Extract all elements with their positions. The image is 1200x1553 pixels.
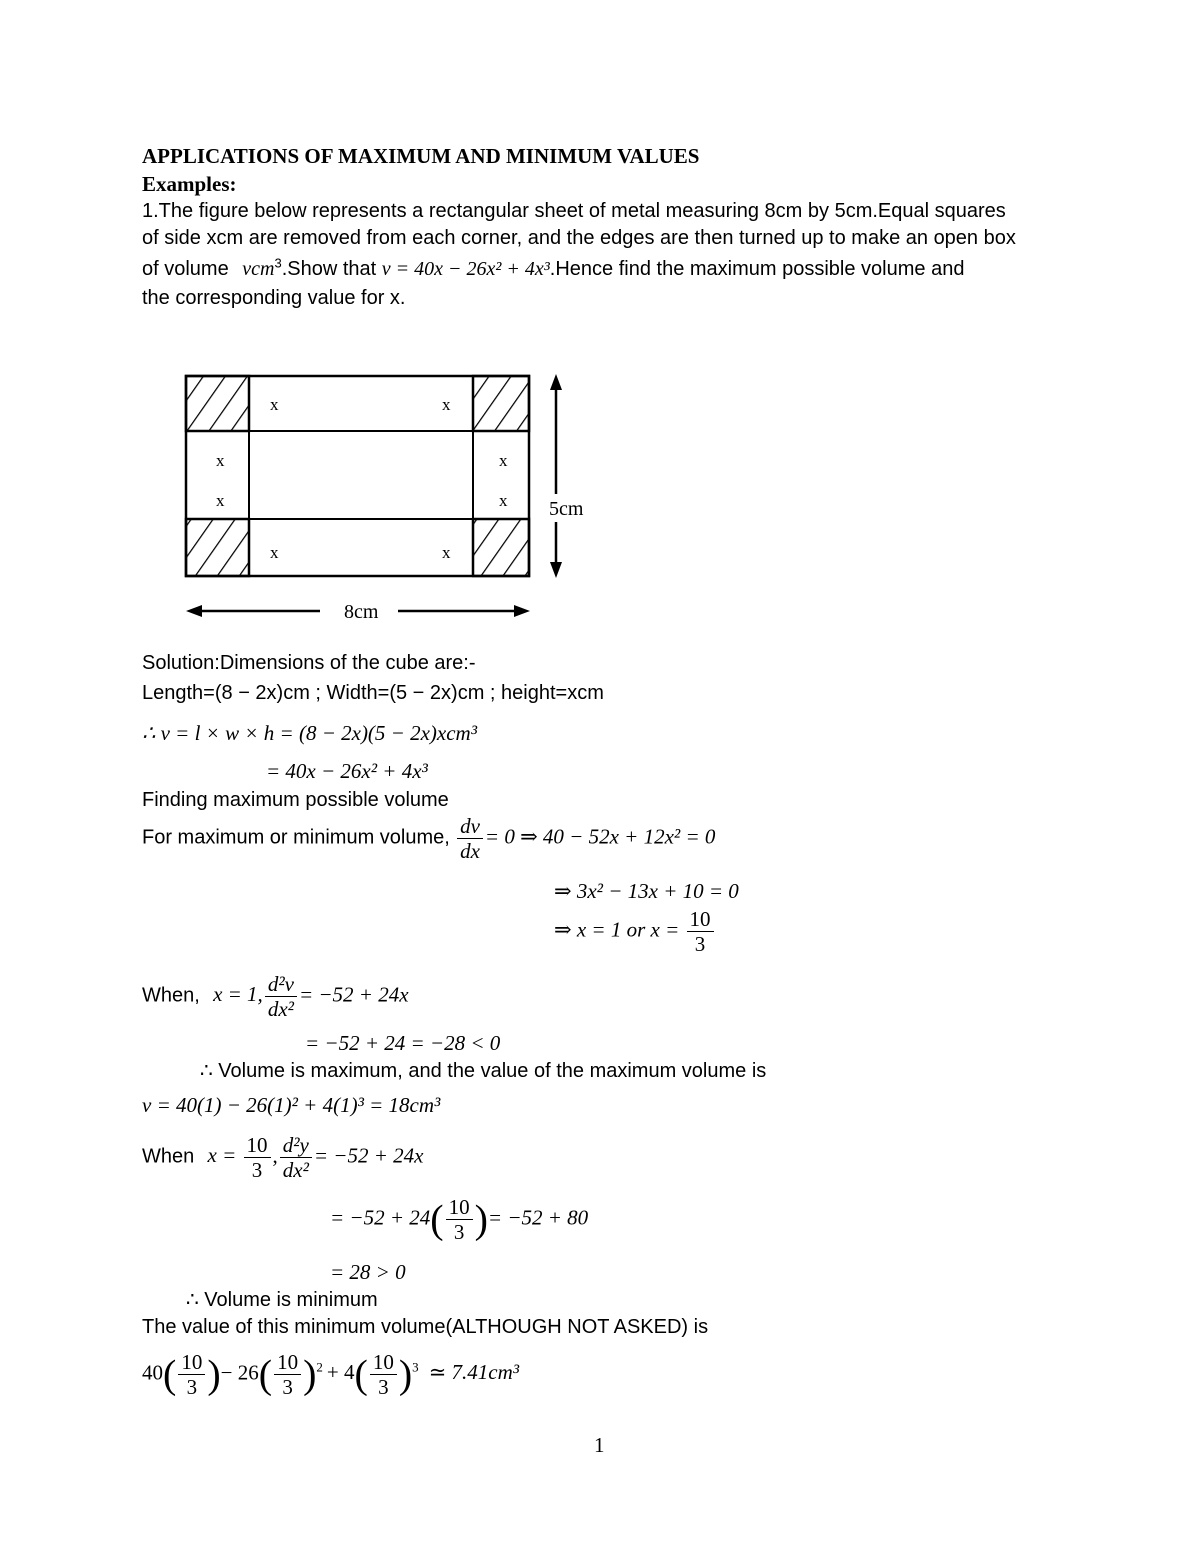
corner-square-top-right: [473, 376, 529, 431]
volume-max-calc: v = 40(1) − 26(1)² + 4(1)³ = 18cm³: [142, 1093, 441, 1117]
problem-line-3: of volume vcm$^3$.Show that v = 40x − 26x² + 4x³.Hence find the maximum possible volume and: [142, 255, 965, 280]
volume-unit: vcm: [242, 258, 275, 280]
second-derivative-2a: = −52 + 24: [330, 1205, 431, 1230]
x-label: x: [499, 451, 508, 470]
exponent-2: 2: [316, 1359, 323, 1375]
ten-thirds-fraction: $\frac{10}{3}$: [178, 1350, 205, 1399]
when-x1-line: [142, 972, 409, 1021]
ten-thirds-fraction: $\frac{10}{3}$: [244, 1133, 271, 1182]
roots-text: ⇒ x = 1 or x =: [554, 917, 680, 942]
finding-max-heading: Finding maximum possible volume: [142, 789, 449, 811]
second-derivative-1-value: = −52 + 24 = −28 < 0: [305, 1031, 501, 1055]
sheet-figure: [170, 360, 620, 630]
quadratic-equation: ⇒ 3x² − 13x + 10 = 0: [554, 879, 739, 903]
min-value-text: The value of this minimum volume(ALTHOUGH NOT ASKED) is: [142, 1316, 709, 1338]
arrow-down-icon: [550, 562, 562, 578]
d2v-dx2-fraction: $\frac{\text{d²v}}{\text{dx²}}$: [265, 972, 297, 1021]
coef-40: 40: [142, 1360, 163, 1385]
volume-max-text: ∴ Volume is maximum, and the value of the maximum volume is: [200, 1060, 767, 1082]
volume-min-text: ∴ Volume is minimum: [186, 1289, 378, 1311]
solution-intro: Solution:Dimensions of the cube are:-: [142, 652, 476, 674]
dv-dx-fraction: $\frac{dv}{dx}$: [457, 814, 483, 863]
second-derivative-1: = −52 + 24x: [298, 982, 409, 1007]
derivative-line: [142, 814, 715, 863]
ten-thirds-fraction: $\frac{10}{3}$: [446, 1195, 473, 1244]
d2y-dx2-fraction: $\frac{\text{d²y}}{\text{dx²}}$: [280, 1133, 312, 1182]
x-label: x: [270, 543, 279, 562]
coef-plus-4: + 4: [326, 1360, 355, 1385]
x-label: x: [499, 491, 508, 510]
ten-thirds-fraction: $\frac{10}{3}$: [274, 1350, 301, 1399]
coef-minus-26: − 26: [220, 1360, 259, 1385]
problem-line-1: 1.The figure below represents a rectangular sheet of metal measuring 8cm by 5cm.Equal squares: [142, 200, 1006, 222]
when-label: When,: [142, 984, 200, 1007]
arrow-up-icon: [550, 374, 562, 390]
corner-square-top-left: [186, 376, 249, 431]
when-x10-3-line: When x = $\frac{10}{3}$ , $\frac{\text{d²y}}{\text{dx²}}$ = −52 + 24x: [142, 1133, 424, 1182]
volume-expanded: = 40x − 26x² + 4x³: [266, 759, 428, 783]
x-label: x: [442, 395, 451, 414]
x-label: x: [270, 395, 279, 414]
page-number: 1: [594, 1433, 605, 1457]
arrow-left-icon: [186, 605, 202, 617]
corner-square-bottom-left: [186, 519, 249, 576]
problem-line-3b: .Show that: [281, 258, 377, 280]
derivative-equation: = 0 ⇒ 40 − 52x + 12x² = 0: [484, 824, 716, 849]
x-equals-1: x = 1,: [213, 982, 263, 1007]
width-label: 8cm: [344, 601, 379, 623]
volume-equation: ∴ v = l × w × h = (8 − 2x)(5 − 2x)xcm³: [142, 721, 478, 745]
when-label-2: When: [142, 1145, 195, 1168]
arrow-right-icon: [514, 605, 530, 617]
second-derivative-2b: = −52 + 80: [487, 1205, 589, 1230]
ten-thirds-fraction: $\frac{10}{3}$: [687, 907, 714, 956]
min-volume-calc: 40( $\frac{10}{3}$ )− 26( $\frac{10}{3}$ )$^2$ + 4( $\frac{10}{3}$ )$^3$ ≃ 7.41cm³: [142, 1350, 520, 1399]
examples-heading: Examples:: [142, 172, 237, 196]
problem-line-3c: .Hence find the maximum possible volume and: [549, 258, 965, 280]
min-volume-result: ≃ 7.41cm³: [428, 1360, 520, 1385]
problem-line-3a: of volume: [142, 258, 229, 280]
ten-thirds-fraction: $\frac{10}{3}$: [370, 1350, 397, 1399]
x-label: x: [442, 543, 451, 562]
problem-line-4: the corresponding value for x.: [142, 287, 406, 309]
page-title: APPLICATIONS OF MAXIMUM AND MINIMUM VALUES: [142, 144, 700, 168]
second-derivative-2-value: = 28 > 0: [330, 1260, 406, 1284]
volume-formula: v = 40x − 26x² + 4x³: [381, 258, 550, 280]
roots-line: [554, 907, 716, 956]
corner-square-bottom-right: [473, 519, 529, 576]
x-label: x: [216, 451, 225, 470]
exponent-3: 3: [412, 1359, 419, 1375]
second-derivative-2: = −52 + 24x: [313, 1143, 424, 1168]
x-label: x: [216, 491, 225, 510]
height-label: 5cm: [549, 498, 584, 520]
solution-dimensions: Length=(8 − 2x)cm ; Width=(5 − 2x)cm ; height=xcm: [142, 682, 604, 704]
second-derivative-2-calc: = −52 + 24( $\frac{10}{3}$ )= −52 + 80: [330, 1195, 589, 1244]
problem-line-2: of side xcm are removed from each corner, and the edges are then turned up to make an open box: [142, 227, 1016, 249]
x-equals: x =: [207, 1143, 237, 1168]
for-max-label: For maximum or minimum volume,: [142, 826, 450, 849]
